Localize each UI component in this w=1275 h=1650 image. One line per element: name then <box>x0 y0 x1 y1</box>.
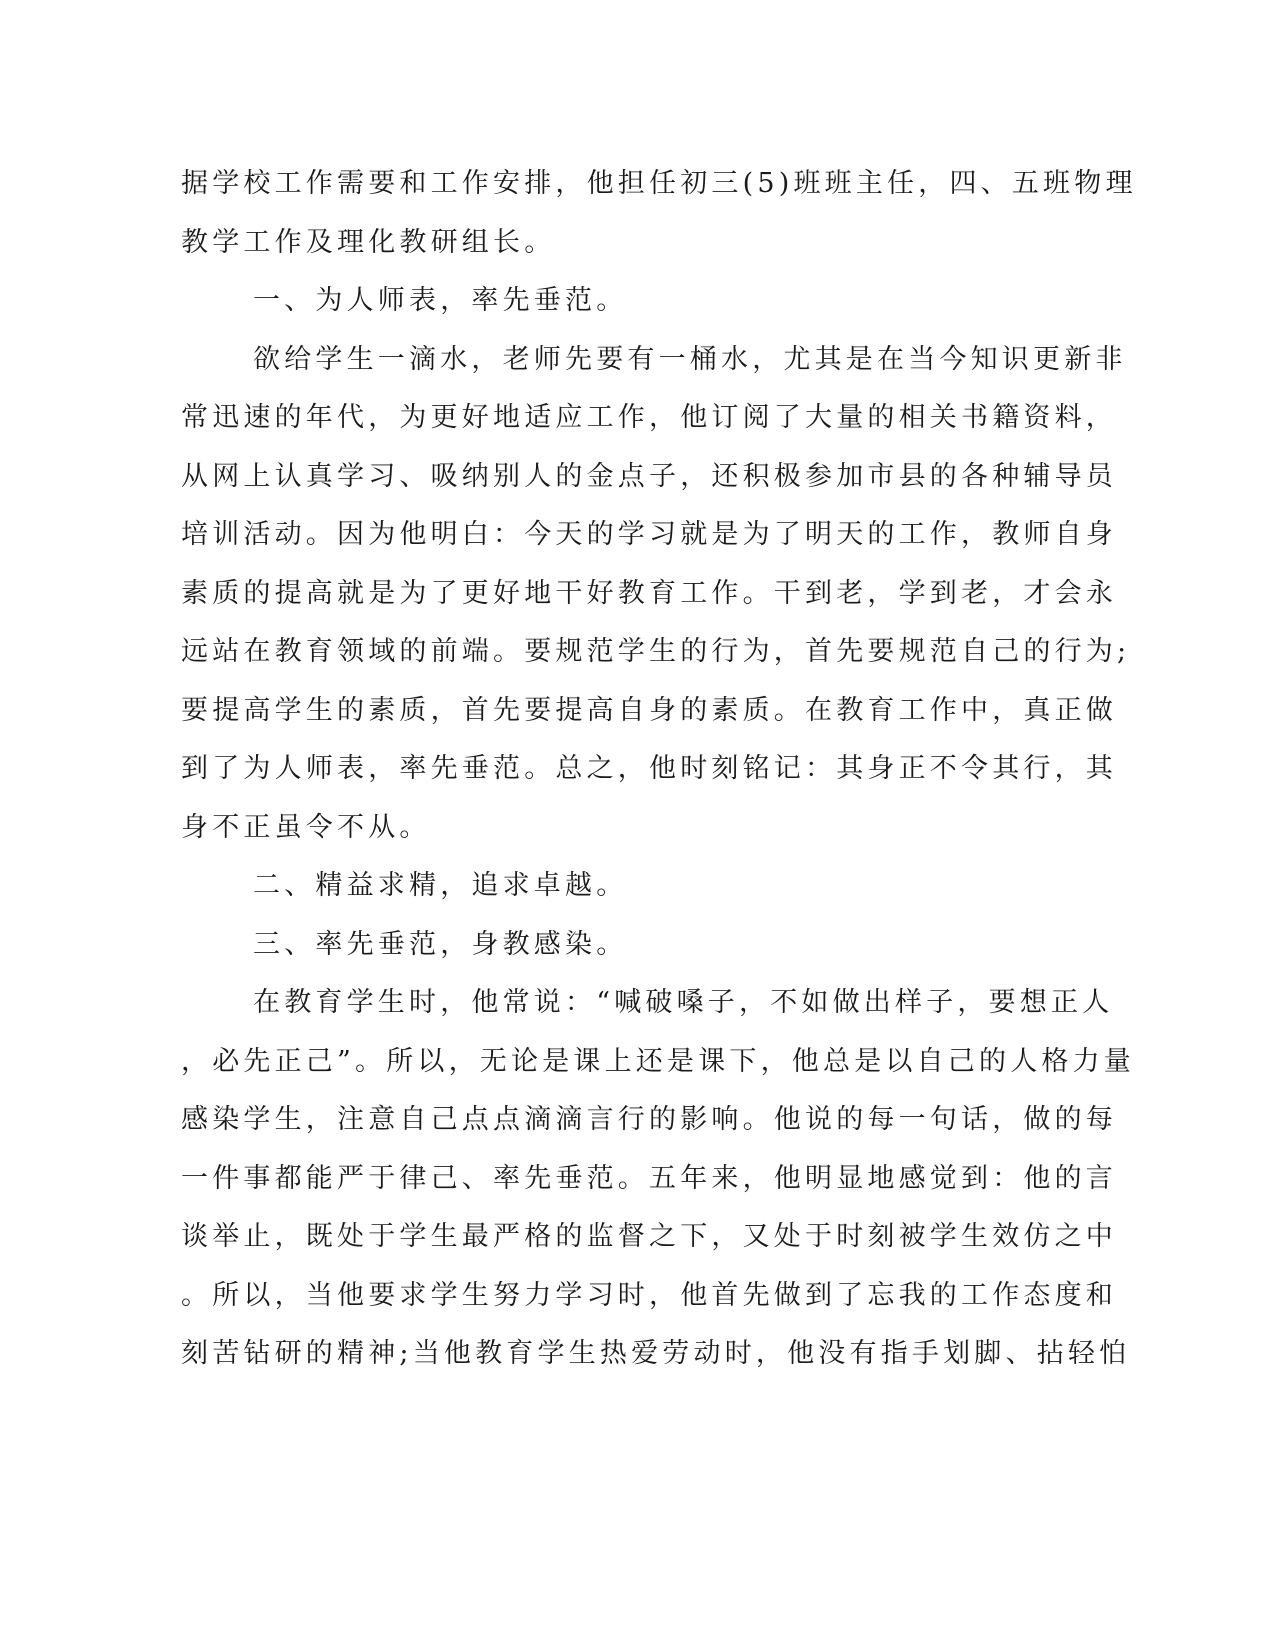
text-line: 常迅速的年代，为更好地适应工作，他订阅了大量的相关书籍资料， <box>181 402 1117 433</box>
text-line: 刻苦钻研的精神;当他教育学生热爱劳动时，他没有指手划脚、拈轻怕 <box>181 1338 1131 1369</box>
section-heading-2: 二、精益求精，追求卓越。 <box>253 870 628 901</box>
section-heading-1: 一、为人师表，率先垂范。 <box>253 285 628 316</box>
text-line: 远站在教育领域的前端。要规范学生的行为，首先要规范自己的行为; <box>181 636 1131 667</box>
text-line: ，必先正己”。所以，无论是课上还是课下，他总是以自己的人格力量 <box>181 1045 1136 1077</box>
text-line: 从网上认真学习、吸纳别人的金点子，还积极参加市县的各种辅导员 <box>181 460 1117 492</box>
text-line: 感染学生，注意自己点点滴滴言行的影响。他说的每一句话，做的每 <box>181 1104 1117 1135</box>
text-line: 要提高学生的素质，首先要提高自身的素质。在教育工作中，真正做 <box>181 694 1117 726</box>
text-line: 培训活动。因为他明白：今天的学习就是为了明天的工作，教师自身 <box>181 519 1117 550</box>
text-line: 欲给学生一滴水，老师先要有一桶水，尤其是在当今知识更新非 <box>253 343 1127 375</box>
text-line: 身不正虽令不从。 <box>181 811 431 843</box>
text-line: 谈举止，既处于学生最严格的监督之下，又处于时刻被学生效仿之中 <box>181 1221 1117 1252</box>
text-line: 一件事都能严于律己、率先垂范。五年来，他明显地感觉到：他的言 <box>181 1162 1117 1194</box>
text-line: 在教育学生时，他常说：“喊破嗓子，不如做出样子，要想正人 <box>253 987 1114 1018</box>
text-line: 。所以，当他要求学生努力学习时，他首先做到了忘我的工作态度和 <box>181 1279 1117 1311</box>
text-line: 素质的提高就是为了更好地干好教育工作。干到老，学到老，才会永 <box>181 577 1117 609</box>
body-text <box>181 155 1137 1384</box>
text-line: 教学工作及理化教研组长。 <box>181 226 556 258</box>
text-line: 到了为人师表，率先垂范。总之，他时刻铭记：其身正不令其行，其 <box>181 753 1117 784</box>
section-heading-3: 三、率先垂范，身教感染。 <box>253 928 628 960</box>
text-line: 据学校工作需要和工作安排，他担任初三(5)班班主任，四、五班物理 <box>181 168 1137 199</box>
